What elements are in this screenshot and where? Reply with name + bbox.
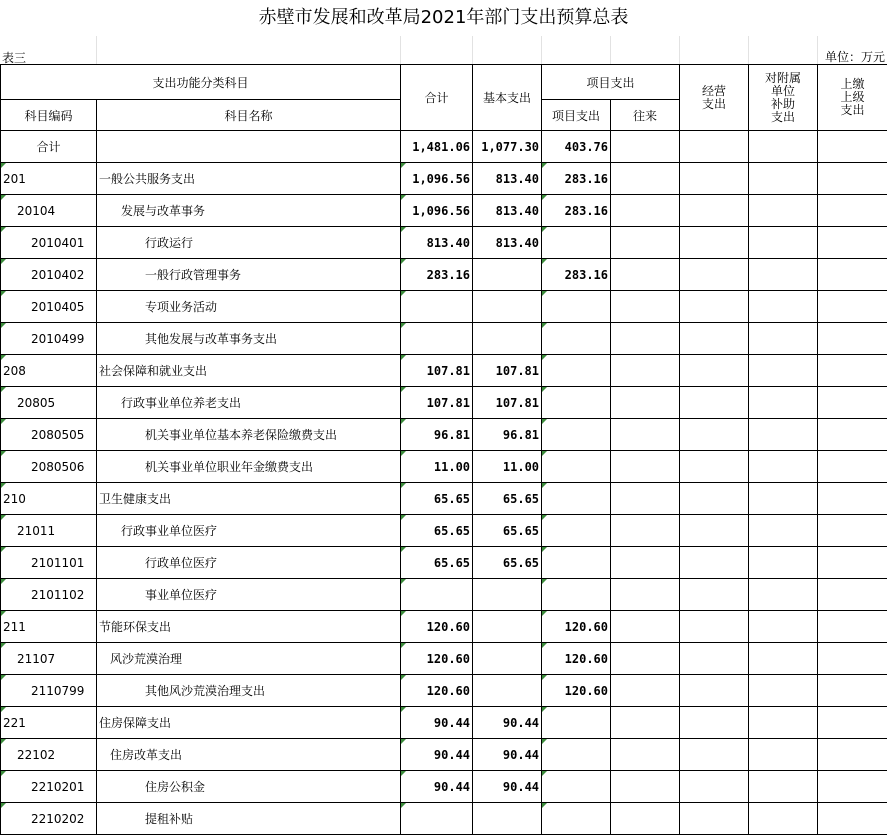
- row-subsidiary: [749, 323, 818, 355]
- row-project: [542, 803, 611, 835]
- table-row: [1, 579, 887, 611]
- row-code: 2110799: [1, 675, 97, 707]
- row-code: 2010499: [1, 323, 97, 355]
- row-total: [401, 291, 473, 323]
- row-basic: 96.81: [473, 419, 542, 451]
- row-total: 120.60: [401, 611, 473, 643]
- row-basic: 1,077.30: [473, 131, 542, 163]
- table-row: [1, 259, 887, 291]
- row-name: 专项业务活动: [97, 291, 401, 323]
- row-name: 节能环保支出: [97, 611, 401, 643]
- row-operating: [680, 451, 749, 483]
- row-remit: [818, 259, 887, 291]
- row-project: [542, 451, 611, 483]
- row-subsidiary: [749, 195, 818, 227]
- row-code: 2010402: [1, 259, 97, 291]
- row-code: 20104: [1, 195, 97, 227]
- row-total: 107.81: [401, 355, 473, 387]
- row-subsidiary: [749, 579, 818, 611]
- row-code: 21011: [1, 515, 97, 547]
- row-total: 65.65: [401, 547, 473, 579]
- row-name: 行政事业单位养老支出: [97, 387, 401, 419]
- row-remit: [818, 355, 887, 387]
- row-code: 2210201: [1, 771, 97, 803]
- table-row: [1, 771, 887, 803]
- row-basic: [473, 611, 542, 643]
- sub-header-row: [0, 36, 887, 64]
- unit-label: 单位：万元: [825, 48, 885, 65]
- header-operating: 经营 支出: [680, 65, 749, 131]
- header-total: 合计: [401, 65, 473, 131]
- row-remit: [818, 451, 887, 483]
- row-code: 21107: [1, 643, 97, 675]
- row-basic: 65.65: [473, 547, 542, 579]
- row-project: [542, 739, 611, 771]
- row-code: 2210202: [1, 803, 97, 835]
- row-code: 2010405: [1, 291, 97, 323]
- row-total: 1,481.06: [401, 131, 473, 163]
- row-subsidiary: [749, 227, 818, 259]
- row-transfer: [611, 227, 680, 259]
- row-subsidiary: [749, 643, 818, 675]
- row-project: [542, 547, 611, 579]
- row-name: 事业单位医疗: [97, 579, 401, 611]
- row-operating: [680, 195, 749, 227]
- row-remit: [818, 387, 887, 419]
- row-project: [542, 387, 611, 419]
- row-operating: [680, 259, 749, 291]
- row-project: 120.60: [542, 675, 611, 707]
- table-row: [1, 739, 887, 771]
- row-total: 107.81: [401, 387, 473, 419]
- row-operating: [680, 643, 749, 675]
- header-basic: 基本支出: [473, 65, 542, 131]
- row-operating: [680, 579, 749, 611]
- row-code: 2101101: [1, 547, 97, 579]
- table-row: [1, 547, 887, 579]
- row-project: 283.16: [542, 163, 611, 195]
- row-code: 221: [1, 707, 97, 739]
- row-basic: [473, 323, 542, 355]
- row-code: 211: [1, 611, 97, 643]
- row-remit: [818, 291, 887, 323]
- row-project: [542, 515, 611, 547]
- header-code: 科目编码: [1, 100, 97, 131]
- row-total: 1,096.56: [401, 163, 473, 195]
- row-remit: [818, 227, 887, 259]
- row-subsidiary: [749, 675, 818, 707]
- row-total: 65.65: [401, 483, 473, 515]
- row-code: 201: [1, 163, 97, 195]
- row-operating: [680, 547, 749, 579]
- header-category: 支出功能分类科目: [1, 65, 401, 100]
- row-transfer: [611, 707, 680, 739]
- row-total: 813.40: [401, 227, 473, 259]
- row-transfer: [611, 611, 680, 643]
- row-code: 210: [1, 483, 97, 515]
- table-row: [1, 355, 887, 387]
- row-transfer: [611, 419, 680, 451]
- row-remit: [818, 131, 887, 163]
- row-operating: [680, 163, 749, 195]
- row-subsidiary: [749, 163, 818, 195]
- row-total: 1,096.56: [401, 195, 473, 227]
- row-total: 90.44: [401, 739, 473, 771]
- table-row: [1, 163, 887, 195]
- row-total: 11.00: [401, 451, 473, 483]
- table-row: [1, 643, 887, 675]
- row-project: [542, 579, 611, 611]
- row-basic: [473, 259, 542, 291]
- row-operating: [680, 419, 749, 451]
- row-remit: [818, 579, 887, 611]
- row-basic: 813.40: [473, 227, 542, 259]
- row-name: 提租补贴: [97, 803, 401, 835]
- row-subsidiary: [749, 419, 818, 451]
- row-operating: [680, 707, 749, 739]
- row-subsidiary: [749, 803, 818, 835]
- row-total: 283.16: [401, 259, 473, 291]
- header-name: 科目名称: [97, 100, 401, 131]
- row-basic: 813.40: [473, 195, 542, 227]
- row-name: 风沙荒漠治理: [97, 643, 401, 675]
- row-remit: [818, 611, 887, 643]
- row-transfer: [611, 451, 680, 483]
- row-operating: [680, 131, 749, 163]
- row-total: 65.65: [401, 515, 473, 547]
- row-remit: [818, 323, 887, 355]
- row-transfer: [611, 579, 680, 611]
- row-basic: 90.44: [473, 739, 542, 771]
- row-basic: [473, 803, 542, 835]
- row-basic: 65.65: [473, 515, 542, 547]
- row-code: 20805: [1, 387, 97, 419]
- row-operating: [680, 739, 749, 771]
- row-operating: [680, 387, 749, 419]
- row-project: 120.60: [542, 611, 611, 643]
- row-operating: [680, 803, 749, 835]
- row-basic: [473, 675, 542, 707]
- table-row: [1, 483, 887, 515]
- row-name: [97, 131, 401, 163]
- table-row: [1, 291, 887, 323]
- row-subsidiary: [749, 131, 818, 163]
- header-transfer: 往来: [611, 100, 680, 131]
- row-subsidiary: [749, 387, 818, 419]
- row-project: 120.60: [542, 643, 611, 675]
- row-transfer: [611, 739, 680, 771]
- row-operating: [680, 227, 749, 259]
- row-subsidiary: [749, 707, 818, 739]
- row-transfer: [611, 547, 680, 579]
- row-remit: [818, 163, 887, 195]
- row-project: [542, 771, 611, 803]
- row-subsidiary: [749, 291, 818, 323]
- table-row: [1, 195, 887, 227]
- header-remit: 上缴 上级 支出: [818, 65, 887, 131]
- row-remit: [818, 771, 887, 803]
- row-subsidiary: [749, 259, 818, 291]
- row-name: 行政事业单位医疗: [97, 515, 401, 547]
- row-total: 90.44: [401, 707, 473, 739]
- row-operating: [680, 291, 749, 323]
- row-transfer: [611, 515, 680, 547]
- row-transfer: [611, 131, 680, 163]
- row-remit: [818, 547, 887, 579]
- row-transfer: [611, 771, 680, 803]
- row-operating: [680, 675, 749, 707]
- row-operating: [680, 355, 749, 387]
- row-name: 发展与改革事务: [97, 195, 401, 227]
- table-row: [1, 131, 887, 163]
- row-transfer: [611, 323, 680, 355]
- row-basic: 90.44: [473, 707, 542, 739]
- row-name: 机关事业单位基本养老保险缴费支出: [97, 419, 401, 451]
- row-basic: 65.65: [473, 483, 542, 515]
- row-transfer: [611, 803, 680, 835]
- table-row: [1, 707, 887, 739]
- row-total: [401, 803, 473, 835]
- row-basic: 107.81: [473, 355, 542, 387]
- header-project-group: 项目支出: [542, 65, 680, 100]
- row-project: 403.76: [542, 131, 611, 163]
- row-remit: [818, 195, 887, 227]
- page-title: 赤壁市发展和改革局2021年部门支出预算总表: [0, 0, 887, 36]
- row-name: 一般公共服务支出: [97, 163, 401, 195]
- row-project: [542, 419, 611, 451]
- row-project: [542, 227, 611, 259]
- row-name: 住房改革支出: [97, 739, 401, 771]
- row-subsidiary: [749, 739, 818, 771]
- row-code: 2080506: [1, 451, 97, 483]
- row-operating: [680, 323, 749, 355]
- table-row: [1, 323, 887, 355]
- row-remit: [818, 643, 887, 675]
- table-label: 表三: [2, 49, 26, 66]
- row-remit: [818, 483, 887, 515]
- row-total: 120.60: [401, 675, 473, 707]
- row-code: 2080505: [1, 419, 97, 451]
- table-row: [1, 387, 887, 419]
- table-row: [1, 451, 887, 483]
- row-remit: [818, 419, 887, 451]
- row-transfer: [611, 483, 680, 515]
- row-transfer: [611, 643, 680, 675]
- table-row: [1, 227, 887, 259]
- row-code: 22102: [1, 739, 97, 771]
- row-name: 机关事业单位职业年金缴费支出: [97, 451, 401, 483]
- row-basic: 90.44: [473, 771, 542, 803]
- row-name: 一般行政管理事务: [97, 259, 401, 291]
- row-subsidiary: [749, 611, 818, 643]
- row-basic: 107.81: [473, 387, 542, 419]
- row-name: 行政运行: [97, 227, 401, 259]
- row-remit: [818, 515, 887, 547]
- row-total: [401, 323, 473, 355]
- row-subsidiary: [749, 547, 818, 579]
- row-basic: [473, 643, 542, 675]
- row-subsidiary: [749, 451, 818, 483]
- row-project: [542, 355, 611, 387]
- row-transfer: [611, 675, 680, 707]
- row-operating: [680, 515, 749, 547]
- row-operating: [680, 483, 749, 515]
- row-name: 行政单位医疗: [97, 547, 401, 579]
- row-project: [542, 323, 611, 355]
- row-total: 96.81: [401, 419, 473, 451]
- row-basic: [473, 291, 542, 323]
- row-name: 住房保障支出: [97, 707, 401, 739]
- row-name: 其他发展与改革事务支出: [97, 323, 401, 355]
- row-project: [542, 291, 611, 323]
- row-remit: [818, 739, 887, 771]
- row-remit: [818, 707, 887, 739]
- table-row: [1, 419, 887, 451]
- row-total: [401, 579, 473, 611]
- row-code: 合计: [1, 131, 97, 163]
- row-remit: [818, 675, 887, 707]
- row-name: 社会保障和就业支出: [97, 355, 401, 387]
- row-remit: [818, 803, 887, 835]
- row-name: 卫生健康支出: [97, 483, 401, 515]
- row-code: 2010401: [1, 227, 97, 259]
- row-project: 283.16: [542, 259, 611, 291]
- row-total: 120.60: [401, 643, 473, 675]
- row-total: 90.44: [401, 771, 473, 803]
- row-transfer: [611, 387, 680, 419]
- row-code: 2101102: [1, 579, 97, 611]
- row-project: [542, 483, 611, 515]
- row-basic: 813.40: [473, 163, 542, 195]
- row-transfer: [611, 259, 680, 291]
- row-code: 208: [1, 355, 97, 387]
- row-operating: [680, 771, 749, 803]
- row-transfer: [611, 163, 680, 195]
- row-operating: [680, 611, 749, 643]
- row-transfer: [611, 291, 680, 323]
- table-row: [1, 803, 887, 835]
- row-basic: [473, 579, 542, 611]
- header-subsidiary: 对附属 单位 补助 支出: [749, 65, 818, 131]
- row-subsidiary: [749, 771, 818, 803]
- table-row: [1, 515, 887, 547]
- row-project: 283.16: [542, 195, 611, 227]
- row-subsidiary: [749, 483, 818, 515]
- table-row: [1, 611, 887, 643]
- row-project: [542, 707, 611, 739]
- row-name: 住房公积金: [97, 771, 401, 803]
- row-subsidiary: [749, 515, 818, 547]
- budget-table: [0, 64, 887, 835]
- row-name: 其他风沙荒漠治理支出: [97, 675, 401, 707]
- header-project: 项目支出: [542, 100, 611, 131]
- row-basic: 11.00: [473, 451, 542, 483]
- row-transfer: [611, 195, 680, 227]
- row-subsidiary: [749, 355, 818, 387]
- row-transfer: [611, 355, 680, 387]
- table-row: [1, 675, 887, 707]
